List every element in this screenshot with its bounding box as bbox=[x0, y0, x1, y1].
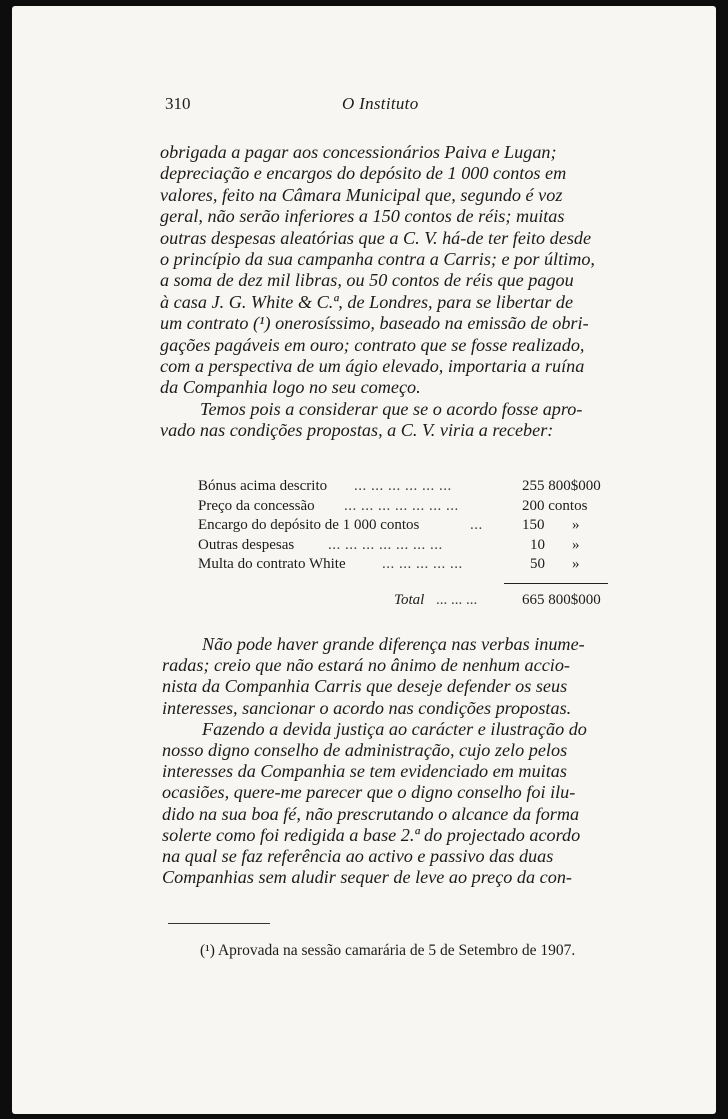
total-label: Total bbox=[394, 592, 425, 608]
text-line: Fazendo a devida justiça ao carácter e ilustração do bbox=[202, 718, 587, 739]
row-label: Multa do contrato White bbox=[198, 556, 346, 572]
row-label: Bónus acima descrito bbox=[198, 478, 328, 494]
text-line: na qual se faz referência ao activo e passivo das duas bbox=[162, 846, 554, 867]
text-line: gações pagáveis em ouro; contrato que se fosse realizado, bbox=[160, 334, 585, 355]
row-value: 10 bbox=[530, 536, 545, 553]
text-line: obrigada a pagar aos concessionários Paiva e Lugan; bbox=[160, 142, 557, 162]
dot-leaders: ... ... ... ... ... ... ... bbox=[344, 497, 459, 514]
text-line: à casa J. G. White & C.ª, de Londres, para se libertar de bbox=[160, 291, 574, 312]
text-line: radas; creio que não estará no ânimo de nenhum accio- bbox=[162, 655, 570, 676]
text-line: outras despesas aleatórias que a C. V. há-de ter feito desde bbox=[160, 227, 592, 248]
row-unit: » bbox=[572, 517, 580, 533]
text-line: da Companhia logo no seu começo. bbox=[160, 377, 421, 398]
row-value: 150 bbox=[522, 517, 545, 533]
dot-leaders: ... bbox=[470, 517, 483, 533]
total-value: 665 800$000 bbox=[522, 592, 601, 608]
table-row bbox=[198, 516, 618, 536]
book-page bbox=[12, 6, 716, 1114]
text-line: vado nas condições propostas, a C. V. viria a receber: bbox=[160, 420, 554, 441]
row-unit: » bbox=[572, 556, 580, 572]
text-line: valores, feito na Câmara Municipal que, segundo é voz bbox=[160, 184, 563, 205]
dot-leaders: ... ... ... ... ... ... bbox=[354, 478, 452, 494]
text-line: depreciação e encargos do depósito de 1 000 contos em bbox=[160, 163, 567, 184]
row-value: 50 bbox=[530, 556, 545, 572]
table-row bbox=[198, 497, 618, 517]
table-row bbox=[198, 477, 618, 497]
text-line: um contrato (¹) onerosíssimo, baseado na emissão de obri- bbox=[160, 313, 589, 334]
body-text-lower bbox=[162, 634, 642, 888]
page-number: 310 bbox=[165, 94, 191, 113]
total-rule bbox=[504, 583, 608, 584]
text-line: nista da Companhia Carris que deseje defender os seus bbox=[162, 676, 568, 697]
text-line: o princípio da sua campanha contra a Carris; e por último, bbox=[160, 249, 595, 270]
text-line: ocasiões, quere-me parecer que o digno conselho foi ilu- bbox=[162, 782, 576, 803]
text-line: Temos pois a considerar que se o acordo fosse apro- bbox=[200, 398, 583, 419]
expense-table bbox=[198, 477, 618, 608]
footnote: (¹) Aprovada na sessão camarária de 5 de Setembro de 1907. bbox=[200, 942, 576, 959]
text-line: interesses, sancionar o acordo nas condições propostas. bbox=[162, 697, 572, 718]
running-title: O Instituto bbox=[342, 94, 419, 113]
dot-leaders: ... ... ... ... ... ... ... bbox=[328, 536, 443, 553]
text-line: nosso digno conselho de administração, cujo zelo pelos bbox=[162, 740, 568, 761]
text-line: Companhias sem aludir sequer de leve ao preço da con- bbox=[162, 867, 572, 888]
row-label: Outras despesas bbox=[198, 536, 295, 553]
text-line: solerte como foi redigida a base 2.ª do projectado acordo bbox=[162, 824, 581, 845]
dot-leaders: ... ... ... ... ... bbox=[382, 556, 463, 572]
text-line: geral, não serão inferiores a 150 contos de réis; muitas bbox=[160, 206, 565, 227]
table-row bbox=[198, 555, 618, 575]
dot-leaders: ... ... ... bbox=[436, 592, 478, 608]
row-value: 200 contos bbox=[522, 497, 588, 514]
text-line: com a perspectiva de um ágio elevado, importaria a ruína bbox=[160, 356, 585, 377]
body-text-upper bbox=[160, 142, 640, 442]
page-header bbox=[12, 94, 716, 118]
footnote-rule bbox=[168, 923, 270, 924]
text-line: a soma de dez mil libras, ou 50 contos de réis que pagou bbox=[160, 270, 574, 291]
text-line: dido na sua boa fé, não prescrutando o alcance da forma bbox=[162, 803, 580, 824]
row-value: 255 800$000 bbox=[522, 478, 601, 494]
total-row bbox=[198, 591, 618, 611]
row-unit: » bbox=[572, 536, 580, 553]
table-row bbox=[198, 536, 618, 556]
text-line: Não pode haver grande diferença nas verbas inume- bbox=[202, 634, 585, 654]
text-line: interesses da Companhia se tem evidenciado em muitas bbox=[162, 761, 567, 782]
row-label: Encargo do depósito de 1 000 contos bbox=[198, 517, 420, 533]
row-label: Preço da concessão bbox=[198, 497, 315, 514]
